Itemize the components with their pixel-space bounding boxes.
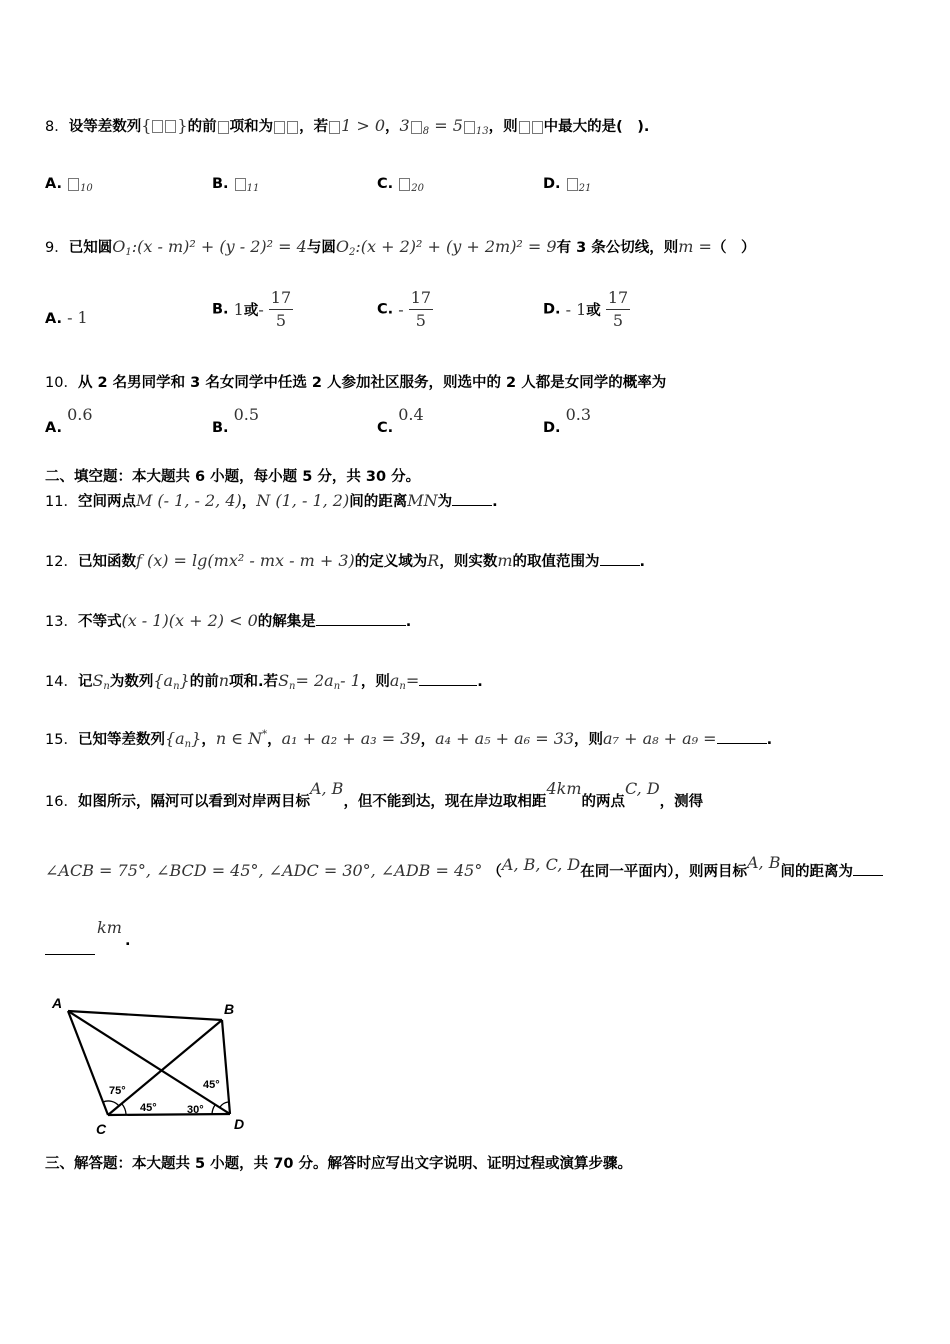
q10-option-b: B. 0.5 — [212, 405, 260, 436]
q8-option-d: D. $_{21}$ — [543, 176, 592, 194]
question-12: 12．已知函数f (x) = lg(mx² - mx - m + 3)的定义域为R，则实数m的取值范围为 . — [45, 551, 646, 570]
answer-blank[interactable] — [316, 611, 406, 626]
answer-blank[interactable] — [717, 729, 767, 744]
question-13: 13．不等式(x - 1)(x + 2) < 0的解集是 . — [45, 611, 412, 630]
question-10: 10．从 2 名男同学和 3 名女同学中任选 2 人参加社区服务，则选中的 2 人都是女同学的概率为 — [45, 375, 667, 391]
q10-option-d: D. 0.3 — [543, 405, 592, 436]
q9-option-d: D. - 1或 $\frac{17}{5}$ — [543, 288, 629, 330]
angle-arc-adb — [220, 1102, 228, 1107]
angle-label-bcd: 45° — [140, 1102, 157, 1114]
missing-glyph-icon — [68, 178, 79, 191]
fraction: $\frac{17}{5}$ — [410, 288, 432, 330]
vertex-label-a: A — [52, 995, 63, 1011]
q9-option-b: B. 1或- $\frac{17}{5}$ — [212, 288, 292, 330]
segment-bc — [108, 1020, 222, 1115]
q8-option-b: B. $_{11}$ — [212, 176, 260, 194]
answer-blank[interactable] — [45, 940, 95, 955]
q10-option-a: A. 0.6 — [45, 405, 93, 436]
question-15: 15．已知等差数列$\{a_n\}$，n ∈ N*，a₁ + a₂ + a₃ = 39，a₄ + a₅ + a₆ = 33，则a₇ + a₈ + a₉ = . — [45, 729, 773, 750]
question-16-line-1: 16．如图所示，隔河可以看到对岸两目标A, B，但不能到达，现在岸边取相距4km的两点C, D，测得 — [45, 779, 704, 810]
question-8: 8．设等差数列{ }的前 项和为 ，若 1 > 0，3 $_8$ = 5 $_{13}$，则 中最大的是( ). — [45, 116, 650, 137]
missing-glyph-icon — [329, 121, 340, 134]
q9-option-a: A. - 1 — [45, 308, 88, 327]
q8-option-a: A. $_{10}$ — [45, 176, 93, 194]
missing-glyph-icon — [411, 121, 422, 134]
question-14: 14．记$S_n$为数列$\{a_n\}$的前n项和.若$S_n= 2a_n-$ 1，则$a_n=$ . — [45, 671, 483, 692]
missing-glyph-icon — [519, 121, 530, 134]
section-2-heading: 二、填空题：本大题共 6 小题，每小题 5 分，共 30 分。 — [45, 469, 421, 485]
missing-glyph-icon — [532, 121, 543, 134]
quadrilateral-figure — [40, 990, 260, 1140]
vertex-label-d: D — [234, 1116, 245, 1132]
missing-glyph-icon — [399, 178, 410, 191]
q10-option-c: C. 0.4 — [377, 405, 424, 436]
missing-glyph-icon — [567, 178, 578, 191]
section-3-heading: 三、解答题：本大题共 5 小题，共 70 分。解答时应写出文字说明、证明过程或演算步骤。 — [45, 1156, 632, 1172]
angle-label-acb: 75° — [109, 1085, 126, 1097]
answer-blank[interactable] — [853, 861, 883, 876]
figure-lines — [68, 1011, 230, 1115]
question-11: 11．空间两点M (- 1, - 2, 4)，N (1, - 1, 2)间的距离MN为 . — [45, 491, 498, 510]
missing-glyph-icon — [287, 121, 298, 134]
missing-glyph-icon — [218, 121, 229, 134]
vertex-label-c: C — [96, 1121, 107, 1137]
question-16-line-3: km . — [45, 930, 130, 955]
segment-ab — [68, 1011, 222, 1020]
angle-arc-adc — [212, 1105, 215, 1114]
fraction: $\frac{17}{5}$ — [607, 288, 629, 330]
segment-bd — [222, 1020, 230, 1114]
fraction: $\frac{17}{5}$ — [270, 288, 292, 330]
q9-option-c: C. - $\frac{17}{5}$ — [377, 288, 432, 330]
missing-glyph-icon — [165, 120, 176, 133]
answer-blank[interactable] — [600, 551, 640, 566]
answer-blank[interactable] — [419, 671, 477, 686]
segment-ad — [68, 1011, 230, 1114]
segment-cd — [108, 1114, 230, 1115]
question-9: 9．已知圆$O_1:(x - m)^2 + (y - 2)^2 = 4$与圆$O_2:(x + 2)^2 + (y + 2m)^2 = 9$有 3 条公切线，则m =（ ） — [45, 237, 756, 258]
missing-glyph-icon — [235, 178, 246, 191]
q8-option-c: C. $_{20}$ — [377, 176, 424, 194]
vertex-label-b: B — [224, 1001, 235, 1017]
segment-ac — [68, 1011, 108, 1115]
angle-label-adb: 45° — [203, 1079, 220, 1091]
answer-blank[interactable] — [452, 491, 492, 506]
question-number: 8． — [45, 119, 69, 135]
angle-arc-bcd — [122, 1104, 126, 1114]
angle-label-adc: 30° — [187, 1104, 204, 1116]
question-16-line-2: ∠ACB = 75°, ∠BCD = 45°, ∠ADC = 30°, ∠ADB = 45° （A, B, C, D在同一平面内），则两目标A, B间的距离为 — [45, 860, 883, 881]
missing-glyph-icon — [464, 121, 475, 134]
missing-glyph-icon — [152, 120, 163, 133]
missing-glyph-icon — [274, 121, 285, 134]
